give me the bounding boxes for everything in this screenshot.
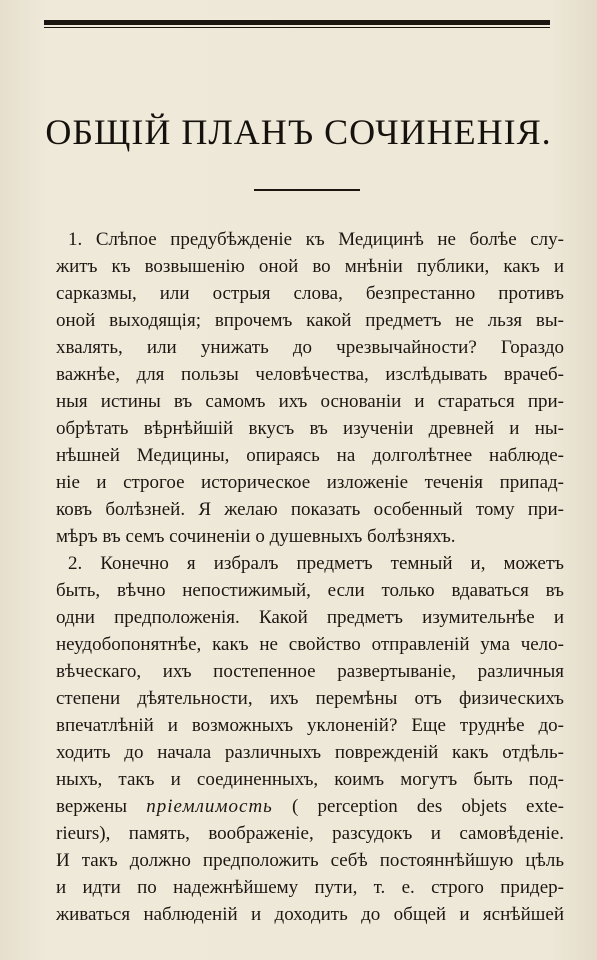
- text-line: rieurs), память, воображеніе, разсудокъ и самовѣденіе.: [56, 823, 564, 844]
- text-line: оной выходящія; впрочемъ какой предметъ не льзя вы-: [56, 310, 564, 331]
- text-line: ныхъ, такъ и соединенныхъ, коимъ могутъ быть под-: [56, 769, 564, 790]
- text-line: ходить до начала различныхъ поврежденій какъ отдѣль-: [56, 742, 564, 763]
- text-line: 1. Слѣпое предубѣжденіе къ Медицинѣ не болѣе слу-: [68, 229, 564, 250]
- text-line: ніе и строгое историческое изложеніе теченія припад-: [56, 472, 564, 493]
- french-gloss: ( perception des objets exte-: [292, 796, 565, 817]
- text-line: важнѣе, для пользы человѣчества, изслѣдывать врачеб-: [56, 364, 564, 385]
- text-line: вѣческаго, ихъ постепенное развертываніе, различныя: [56, 661, 564, 682]
- text-line-mixed: [56, 793, 564, 820]
- text-line: одни предположенія. Какой предметъ изумительнѣе и: [56, 607, 564, 628]
- text-line: хвалять, или унижать до чрезвычайности? Гораздо: [56, 337, 564, 358]
- chapter-title: ОБЩІЙ ПЛАНЪ СОЧИНЕНІЯ.: [45, 112, 552, 152]
- italic-term: пріемлимость: [146, 796, 273, 817]
- text-line: неудобопонятнѣе, какъ не свойство отправленій ума чело-: [56, 634, 564, 655]
- text-line: живаться наблюденій и доходить до общей и яснѣйшей: [56, 904, 564, 925]
- text-fragment: вержены: [56, 796, 128, 817]
- text-line: ныя истины въ самомъ ихъ основаніи и стараться при-: [56, 391, 564, 412]
- text-line: впечатлѣній и возможныхъ уклоненій? Еще труднѣе до-: [56, 715, 564, 736]
- text-line: 2. Конечно я избралъ предметъ темный и, можетъ: [68, 553, 564, 574]
- text-line: житъ къ возвышенію оной во мнѣніи публики, какъ и: [56, 256, 564, 277]
- text-line: сарказмы, или острыя слова, безпрестанно противъ: [56, 283, 564, 304]
- text-line: мѣръ въ семъ сочиненіи о душевныхъ болѣзняхъ.: [56, 526, 456, 547]
- text-line: нѣшней Медицины, опираясь на долголѣтнее наблюде-: [56, 445, 564, 466]
- text-line: И такъ должно предположить себѣ постояннѣйшую цѣль: [56, 850, 564, 871]
- text-line: и идти по надежнѣйшему пути, т. е. строго придер-: [56, 877, 564, 898]
- text-line: обрѣтать вѣрнѣйшій вкусъ въ изученіи древней и ны-: [56, 418, 564, 439]
- text-line: быть, вѣчно непостижимый, если только вдаваться въ: [56, 580, 564, 601]
- top-double-rule: [44, 20, 550, 28]
- text-line: степени дѣятельности, ихъ перемѣны отъ физическихъ: [56, 688, 564, 709]
- body-text: [56, 226, 564, 928]
- title-divider: [254, 189, 360, 191]
- text-line: ковъ болѣзней. Я желаю показать особенный тому при-: [56, 499, 564, 520]
